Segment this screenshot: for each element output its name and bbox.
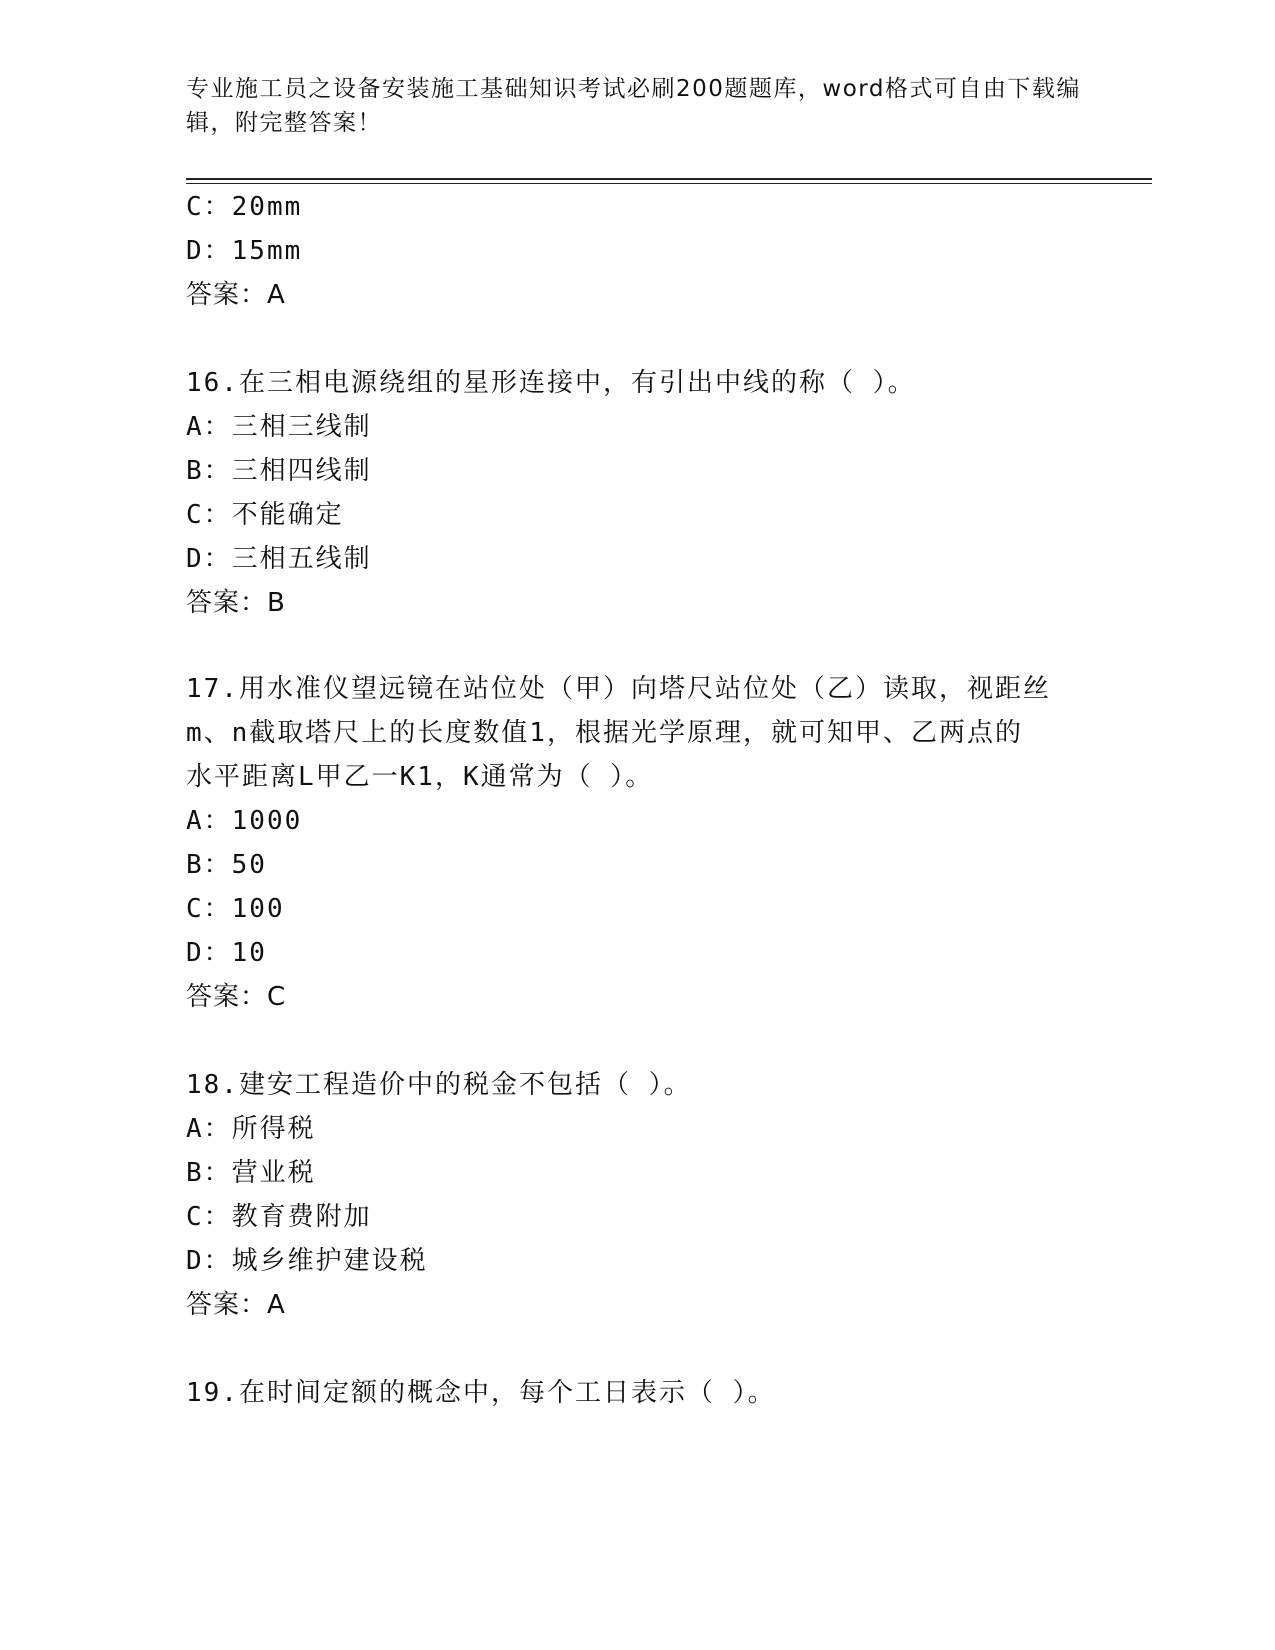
q17-option-d: D：10 bbox=[186, 938, 267, 968]
option-d: D：15mm bbox=[186, 236, 303, 266]
question-18-text: 18.建安工程造价中的税金不包括（ ）。 bbox=[186, 1070, 692, 1100]
q16-option-c: C：不能确定 bbox=[186, 500, 344, 530]
answer-line: 答案：A bbox=[186, 280, 286, 310]
header-divider-top bbox=[186, 178, 1152, 180]
question-17-line-3: 水平距离L甲乙一K1，K通常为（ ）。 bbox=[186, 762, 654, 792]
question-16-text: 16.在三相电源绕组的星形连接中，有引出中线的称（ ）。 bbox=[186, 368, 916, 398]
q18-option-b: B：营业税 bbox=[186, 1158, 316, 1188]
q16-option-a: A：三相三线制 bbox=[186, 412, 372, 442]
q17-option-c: C：100 bbox=[186, 894, 285, 924]
question-17-line-1: 17.用水准仪望远镜在站位处（甲）向塔尺站位处（乙）读取，视距丝 bbox=[186, 674, 1051, 704]
q17-option-b: B：50 bbox=[186, 850, 267, 880]
q16-option-d: D：三相五线制 bbox=[186, 544, 372, 574]
q18-option-a: A：所得税 bbox=[186, 1114, 316, 1144]
q16-answer: 答案：B bbox=[186, 588, 286, 618]
question-19-text: 19.在时间定额的概念中，每个工日表示（ ）。 bbox=[186, 1378, 776, 1408]
q18-option-d: D：城乡维护建设税 bbox=[186, 1246, 428, 1276]
q18-option-c: C：教育费附加 bbox=[186, 1202, 372, 1232]
q17-option-a: A：1000 bbox=[186, 806, 303, 836]
question-17-line-2: m、n截取塔尺上的长度数值1，根据光学原理，就可知甲、乙两点的 bbox=[186, 718, 1023, 748]
q18-answer: 答案：A bbox=[186, 1290, 286, 1320]
page-header-title: 专业施工员之设备安装施工基础知识考试必刷200题题库，word格式可自由下载编辑，附完整答案！ bbox=[186, 76, 1081, 136]
q16-option-b: B：三相四线制 bbox=[186, 456, 372, 486]
option-c: C：20mm bbox=[186, 192, 303, 222]
header-divider-bottom bbox=[186, 183, 1152, 184]
q17-answer: 答案：C bbox=[186, 982, 287, 1012]
